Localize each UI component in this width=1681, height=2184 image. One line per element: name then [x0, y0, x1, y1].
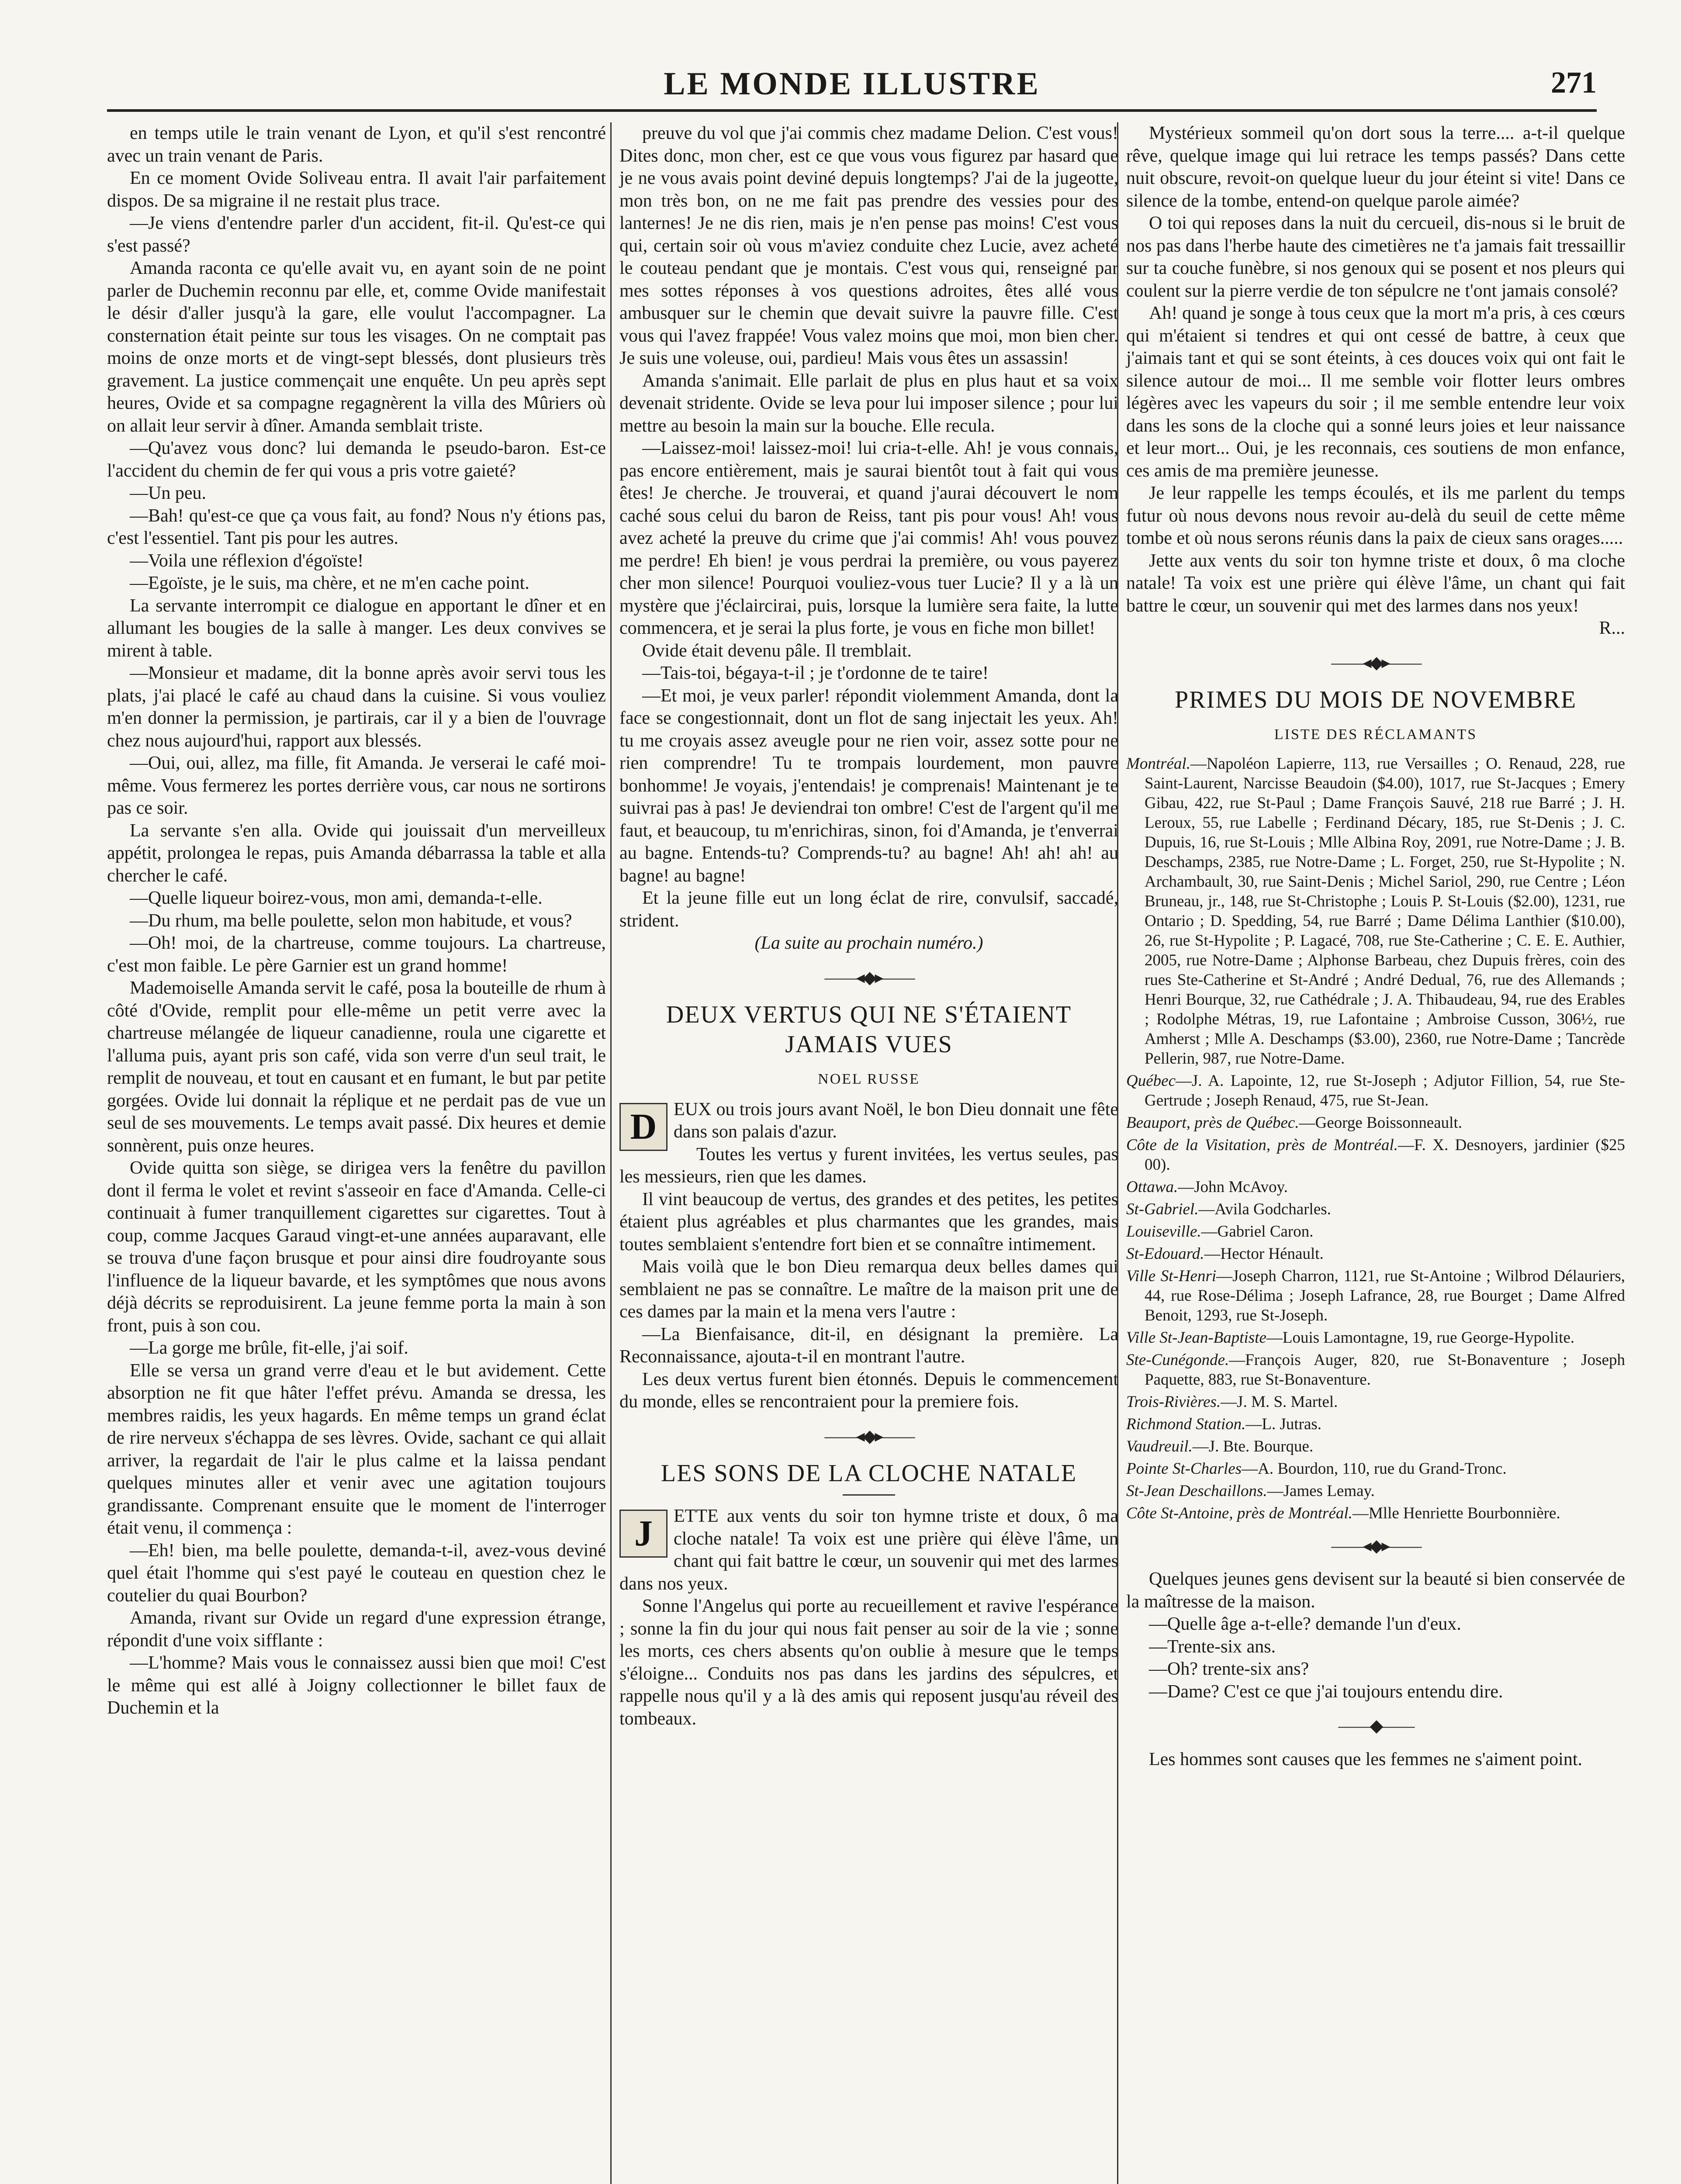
ornament-divider: ——◂◆▸—— — [1331, 1535, 1420, 1555]
story-continuation — [1126, 122, 1625, 617]
maxim: Les hommes sont causes que les femmes ne s'aiment point. — [1149, 1749, 1583, 1769]
list-item — [1126, 1414, 1625, 1434]
ornament-divider: ——◂◆▸—— — [824, 1426, 913, 1446]
list-item — [1126, 1481, 1625, 1501]
claimant-names: —Napoléon Lapierre, 113, rue Versailles ; O. Renaud, 228, rue Saint-Laurent, Narcisse Beaudoin ($4.00), 1017, rue St-Jacques ; Emery Gibau, 422, rue St-Paul ; Dame François Sauvé, 218 rue Barré ; J. H. Leroux, 55, rue Labelle ; Ferdinand Décary, 185, rue St-Denis ; J. C. Dupuis, 16, rue St-Louis ; Mlle Albina Roy, 2091, rue Notre-Dame ; J. B. Deschamps, 2385, rue Notre-Dame ; L. Forget, 250, rue St-Hypolite ; N. Archambault, 30, rue Saint-Denis ; Michel Sariol, 290, rue Centre ; Léon Bruneau, jr., 148, rue St-Christophe ; Louis P. St-Louis ($2.00), 1231, rue Ontario ; D. Spedding, 54, rue Barré ; Dame Délima Lanthier ($10.00), 26, rue St-Hypolite ; P. Lagacé, 708, rue Ste-Catherine ; C. E. E. Authier, 2005, rue Notre-Dame ; Alphonse Barbeau, chez Dupuis frères, coin des rues Ste-Catherine et St-André ; André Dedual, 76, rue des Allemands ; Henri Bourque, 32, rue Cathédrale ; J. A. Thibaudeau, 94, rue des Erables ; Rodolphe Métras, 19, rue Lafontaine ; Ambroise Cusson, 306½, rue Amherst ; Mlle A. Deschamps ($3.00), 2360, rue Notre-Dame ; Tancrède Pellerin, 987, rue Notre-Dame. — [1145, 754, 1625, 1068]
place-name: Ville St-Henri — [1126, 1267, 1217, 1285]
paragraph: —Je viens d'entendre parler d'un accident, fit-il. Qu'est-ce qui s'est passé? — [107, 213, 606, 256]
place-name: Richmond Station. — [1126, 1415, 1246, 1433]
claimant-names: —A. Bourdon, 110, rue du Grand-Tronc. — [1242, 1459, 1507, 1478]
paragraph: —Dame? C'est ce que j'ai toujours entendu dire. — [1149, 1681, 1503, 1702]
paragraph: —L'homme? Mais vous le connaissez aussi bien que moi! C'est le même qui est allé à Joigny collectionner le billet faux de Duchemin et la — [107, 1653, 606, 1718]
column-2 — [619, 122, 1118, 1730]
paragraph: —Un peu. — [130, 483, 206, 503]
paragraph: —Trente-six ans. — [1149, 1636, 1276, 1657]
place-name: Ste-Cunégonde. — [1126, 1351, 1229, 1369]
paragraph: La servante s'en alla. Ovide qui jouissait d'un merveilleux appétit, prolongea le repas, puis Amanda débarrassa la table et alla chercher le café. — [107, 820, 606, 886]
paragraph: Amanda, rivant sur Ovide un regard d'une expression étrange, répondit d'une voix sifflante : — [107, 1608, 606, 1651]
page-number: 271 — [1551, 66, 1597, 100]
list-item — [1126, 1459, 1625, 1479]
place-name: Vaudreuil. — [1126, 1437, 1193, 1455]
story-title-deux-vertus: DEUX VERTUS QUI NE S'ÉTAIENT JAMAIS VUES — [666, 1001, 1072, 1058]
place-name: Ville St-Jean-Baptiste — [1126, 1328, 1266, 1347]
paragraph: Mademoiselle Amanda servit le café, posa la bouteille de rhum à côté d'Ovide, remplit pour elle-même un petit verre avec la chartreuse mélangée de liqueur canadienne, roula une cigarette et l'alluma puis, ayant pris son café, vida son verre d'un seul trait, le remplit de nouveau, et tout en causant et en fumant, le but par petite gorgées. Ovide lui donnait la réplique et ne perdait pas de vue un seul de ses mouvements. Le temps avait passé. Dix heures et demie sonnèrent, puis onze heures. — [107, 978, 606, 1156]
list-item — [1126, 1135, 1625, 1175]
ornament-divider: ——◂◆▸—— — [824, 967, 913, 987]
paragraph: Ovide quitta son siège, se dirigea vers la fenêtre du pavillon dont il ferma le volet et revint s'asseoir en face d'Amanda. Celle-ci continuait à fumer tranquillement cigarettes sur cigarettes. Tout à coup, comme Jacques Garaud vingt-et-une années auparavant, elle se trouva d'une façon brusque et pour ainsi dire foudroyante sous l'influence de la liqueur bavarde, et les symptômes que nous avons déjà décrits se reproduisirent. La jeune femme porta la main à son front, puis à son cou. — [107, 1158, 606, 1336]
claimant-names: —J. A. Lapointe, 12, rue St-Joseph ; Adjutor Fillion, 54, rue Ste-Gertrude ; Joseph Renaud, 475, rue St-Jean. — [1145, 1071, 1625, 1109]
paragraph: Ah! quand je songe à tous ceux que la mort m'a pris, à ces cœurs qui m'étaient si tendres et qui ont cessé de battre, à ceux que j'aimais tant et qui se sont éteints, à ces douces voix qui ont fait le silence autour de moi... Il me semble voir flotter leurs ombres légères avec les vapeurs du soir ; il me semble entendre leur voix dans les sons de la cloche qui a sonné leurs joies et leur naissance et leur mort... Oui, je les reconnais, ces soutiens de mon enfance, ces amis de ma première jeunesse. — [1126, 303, 1625, 481]
ornament-divider: ——◆—— — [1338, 1716, 1413, 1735]
paragraph: —La Bienfaisance, dit-il, en désignant la première. La Reconnaissance, ajouta-t-il en montrant l'autre. — [619, 1324, 1118, 1367]
claimant-names: —James Lemay. — [1267, 1482, 1375, 1500]
anecdote — [1126, 1568, 1625, 1703]
title-rule — [843, 1494, 895, 1496]
paragraph: preuve du vol que j'ai commis chez madame Delion. C'est vous! Dites donc, mon cher, est ce que vous vous figurez par hasard que je ne vous avais point deviné depuis longtemps? J'ai de la jugeotte, mon très bon, on ne me fait pas prendre des vessies pour des lanternes! Je ne dis rien, mais je n'en pense pas moins! C'est vous qui, certain soir où vous m'aviez conduite chez Lucie, avez acheté le couteau pendant que je montais. C'est vous qui, renseigné par mes sottes réponses à vos questions adroites, êtes allé vous ambusquer sur le chemin que devait suivre la pauvre fille. C'est vous qui l'avez frappée! Vous valez moins que moi, mon bien cher. Je suis une voleuse, oui, pardieu! Mais vous êtes un assassin! — [619, 123, 1118, 368]
paragraph: Amanda raconta ce qu'elle avait vu, en ayant soin de ne point parler de Duchemin reconnu par elle, et, comme Ovide manifestait le désir d'aller jusqu'à la gare, elle voulut l'accompagner. La consternation était peinte sur tous les visages. On ne comptait pas moins de onze morts et de vingt-sept blessés, dont plusieurs très gravement. La justice commençait une enquête. Un peu après sept heures, Ovide et sa compagne regagnèrent la villa des Mûriers où on allait leur servir à dîner. Amanda semblait triste. — [107, 258, 606, 436]
claimant-names: —François Auger, 820, rue St-Bonaventure ; Joseph Paquette, 883, rue St-Bonaventure. — [1145, 1351, 1625, 1389]
list-item — [1126, 1266, 1625, 1325]
list-item — [1126, 1328, 1625, 1348]
place-name: St-Gabriel. — [1126, 1200, 1199, 1218]
ornament-divider: ——◂◆▸—— — [1331, 652, 1420, 672]
story-body — [619, 1595, 1118, 1730]
place-name: Ottawa. — [1126, 1178, 1178, 1196]
claimant-names: —Mlle Henriette Bourbonnière. — [1352, 1504, 1560, 1522]
claimant-names: —J. M. S. Martel. — [1221, 1393, 1338, 1411]
place-name: St-Edouard. — [1126, 1244, 1204, 1263]
paragraph: Quelques jeunes gens devisent sur la beauté si bien conservée de la maîtresse de la maison. — [1126, 1569, 1625, 1612]
list-item — [1126, 1222, 1625, 1241]
claimant-names: —George Boissonneault. — [1299, 1113, 1462, 1132]
signature: R... — [1599, 618, 1625, 638]
list-item — [1126, 1199, 1625, 1219]
list-item — [1126, 754, 1625, 1068]
place-name: Québec — [1126, 1071, 1176, 1090]
story-first-paragraph: J ETTE aux vents du soir ton hymne triste et doux, ô ma cloche natale! Ta voix est une prière qui élève l'âme, un chant qui fait battre le cœur, un souvenir qui met des larmes dans nos yeux. — [619, 1506, 1118, 1594]
paragraph: en temps utile le train venant de Lyon, et qu'il s'est rencontré avec un train venant de Paris. — [107, 123, 606, 166]
paragraph: La servante interrompit ce dialogue en apportant le dîner et en allumant les bougies de la salle à manger. Les deux convives se mirent à table. — [107, 595, 606, 661]
drop-cap-initial: J — [619, 1510, 668, 1558]
paragraph: O toi qui reposes dans la nuit du cercueil, dis-nous si le bruit de nos pas dans l'herbe haute des cimetières ne t'a jamais fait tressaillir sur ta couche funèbre, si nos genoux qui se posent et nos pleurs qui coulent sur la pierre verdie de ton sépulcre ne t'ont jamais consolé? — [1126, 213, 1625, 301]
column-1 — [107, 122, 606, 1720]
paragraph: —Qu'avez vous donc? lui demanda le pseudo-baron. Est-ce l'accident du chemin de fer qui vous a pris votre gaieté? — [107, 438, 606, 481]
paragraph: —Oh! moi, de la chartreuse, comme toujours. La chartreuse, c'est mon faible. Le père Garnier est un grand homme! — [107, 933, 606, 976]
paragraph: —Quelle âge a-t-elle? demande l'un d'eux. — [1149, 1614, 1461, 1634]
paragraph: Il vint beaucoup de vertus, des grandes et des petites, les petites étaient plus agréables et plus charmantes que les grandes, mais toutes semblaient s'entendre fort bien et se connaître intimement. — [619, 1189, 1118, 1254]
list-item — [1126, 1244, 1625, 1264]
place-name: Pointe St-Charles — [1126, 1459, 1242, 1478]
list-item — [1126, 1071, 1625, 1110]
paragraph: Elle se versa un grand verre d'eau et le but avidement. Cette absorption ne fit que hâter l'effet prévu. Amanda se dressa, les membres raidis, les yeux hagards. En même temps un grand éclat de rire nerveux s'échappa de ses lèvres. Ovide, sachant ce qui allait arriver, la regardait de l'air le plus calme et la laissa pendant quelques minutes aller et venir avec une agitation toujours grandissante. Comprenant ensuite que le moment de l'interroger était venu, il commença : — [107, 1360, 606, 1538]
claimant-names: —Louis Lamontagne, 19, rue George-Hypolite. — [1266, 1328, 1575, 1347]
story-body — [619, 1144, 1118, 1413]
paragraph: —Bah! qu'est-ce que ça vous fait, au fond? Nous n'y étions pas, c'est l'essentiel. Tant pis pour les autres. — [107, 505, 606, 548]
story-title-cloche: LES SONS DE LA CLOCHE NATALE — [661, 1460, 1077, 1487]
place-name: Montréal. — [1126, 754, 1190, 773]
claimant-names: —Joseph Charron, 1121, rue St-Antoine ; Wilbrod Délauriers, 44, rue Rose-Délima ; Joseph Lafrance, 28, rue Bourget ; Dame Alfred Benoit, 1293, rue St-Joseph. — [1145, 1267, 1625, 1324]
claimant-names: —Gabriel Caron. — [1201, 1222, 1314, 1241]
paragraph: —Voila une réflexion d'égoïste! — [130, 550, 364, 571]
list-item — [1126, 1350, 1625, 1389]
claimants-list — [1126, 754, 1625, 1523]
list-item — [1126, 1437, 1625, 1456]
list-item — [1126, 1392, 1625, 1412]
paragraph: Sonne l'Angelus qui porte au recueillement et ravive l'espérance ; sonne la fin du jour qui nous fait penser au soir de la vie ; sonne les morts, ces chers absents qu'on oublie à mesure que le temps s'éloigne... Conduits nos pas dans les jardins des sépulcres, et rappelle nous qu'il y a là des amis qui reposent jusqu'au réveil des tombeaux. — [619, 1596, 1118, 1729]
masthead — [107, 66, 1597, 112]
feuilleton-continuation — [619, 122, 1118, 932]
paragraph: En ce moment Ovide Soliveau entra. Il avait l'air parfaitement dispos. De sa migraine il ne restait plus trace. — [107, 168, 606, 211]
suite-note: (La suite au prochain numéro.) — [754, 933, 983, 953]
list-title: LISTE DES RÉCLAMANTS — [1274, 726, 1477, 743]
paragraph: —Monsieur et madame, dit la bonne après avoir servi tous les plats, j'ai placé le café au chaud dans la cuisine. Si vous vouliez m'en donner la permission, je partirais, car il y a bien de l'ouvrage chez nous aujourd'hui, rapport aux blessés. — [107, 663, 606, 751]
newspaper-title: LE MONDE ILLUSTRE — [664, 66, 1040, 102]
claimant-names: —F. X. Desnoyers, jardinier ($25 00). — [1145, 1136, 1625, 1174]
place-name: Louiseville. — [1126, 1222, 1201, 1241]
paragraph: Je leur rappelle les temps écoulés, et ils me parlent du temps futur où nous devons nous revoir au-delà du seuil de cette même tombe et où nous serons réunis dans la paix de cieux sans orages..... — [1126, 483, 1625, 548]
column-rule — [610, 122, 612, 2184]
claimant-names: —Avila Godcharles. — [1198, 1200, 1331, 1218]
list-item — [1126, 1503, 1625, 1523]
story-first-paragraph: D EUX ou trois jours avant Noël, le bon Dieu donnait une fête dans son palais d'azur. — [619, 1099, 1118, 1144]
paragraph: —La gorge me brûle, fit-elle, j'ai soif. — [130, 1338, 408, 1358]
paragraph: Mais voilà que le bon Dieu remarqua deux belles dames qui semblaient ne pas se connaître. Le maître de la maison prit une de ces dames par la main et la mena vers l'autre : — [619, 1257, 1118, 1322]
place-name: Beauport, près de Québec. — [1126, 1113, 1299, 1132]
paragraph: —Quelle liqueur boirez-vous, mon ami, demanda-t-elle. — [130, 888, 543, 908]
list-item — [1126, 1113, 1625, 1133]
paragraph: Jette aux vents du soir ton hymne triste et doux, ô ma cloche natale! Ta voix est une prière qui élève l'âme, un chant qui fait battre le cœur, un souvenir qui met des larmes dans nos yeux! — [1126, 550, 1625, 616]
claimant-names: —L. Jutras. — [1245, 1415, 1322, 1433]
place-name: St-Jean Deschaillons. — [1126, 1482, 1267, 1500]
claimant-names: —John McAvoy. — [1178, 1178, 1288, 1196]
drop-cap-initial: D — [619, 1103, 668, 1151]
paragraph: Mystérieux sommeil qu'on dort sous la terre.... a-t-il quelque rêve, quelque image qui lui retrace les temps passés? Dans cette nuit obscure, revoit-on quelque lueur du jour éteint si vite! Dans ce silence de la tombe, entend-on quelque parole aimée? — [1126, 123, 1625, 211]
column-3 — [1126, 122, 1625, 1771]
paragraph: —Eh! bien, ma belle poulette, demanda-t-il, avez-vous deviné quel était l'homme qui s'est payé le couteau en question chez le coutelier du quai Bourbon? — [107, 1540, 606, 1606]
list-item — [1126, 1177, 1625, 1197]
claimant-names: —Hector Hénault. — [1204, 1244, 1324, 1263]
place-name: Côte St-Antoine, près de Montréal. — [1126, 1504, 1352, 1522]
paragraph: —Egoïste, je le suis, ma chère, et ne m'en cache point. — [130, 573, 529, 593]
paragraph: —Et moi, je veux parler! répondit violemment Amanda, dont la face se congestionnait, dont un flot de sang injectait les yeux. Ah! tu me croyais assez aveugle pour ne rien voir, assez sotte pour ne rien comprendre! Tu te trompais lourdement, mon pauvre bonhomme! Je voyais, j'entendais! je comprenais! Maintenant je te suivrai pas à pas! Je deviendrai ton ombre! C'est de l'argent qu'il me faut, et beaucoup, tu m'enrichiras, sinon, foi d'Amanda, je t'enverrai au bagne. Entends-tu? Comprends-tu? au bagne! Ah! ah! ah! au bagne! au bagne! — [619, 685, 1118, 886]
paragraph: —Oui, oui, allez, ma fille, fit Amanda. Je verserai le café moi-même. Vous fermerez les portes derrière vous, car nous ne sortirons pas ce soir. — [107, 753, 606, 818]
section-title-primes: PRIMES DU MOIS DE NOVEMBRE — [1174, 686, 1577, 713]
paragraph: Et la jeune fille eut un long éclat de rire, convulsif, saccadé, strident. — [619, 888, 1118, 931]
story-subtitle: NOEL RUSSE — [818, 1071, 920, 1087]
paragraph: —Du rhum, ma belle poulette, selon mon habitude, et vous? — [130, 910, 572, 931]
paragraph: —Tais-toi, bégaya-t-il ; je t'ordonne de te taire! — [642, 663, 989, 683]
paragraph: Toutes les vertus y furent invitées, les vertus seules, pas les messieurs, rien que les dames. — [619, 1144, 1118, 1187]
paragraph: Amanda s'animait. Elle parlait de plus en plus haut et sa voix devenait stridente. Ovide se leva pour lui imposer silence ; pour lui mettre au besoin la main sur la bouche. Elle recula. — [619, 370, 1118, 436]
claimant-names: —J. Bte. Bourque. — [1192, 1437, 1314, 1455]
paragraph: Les deux vertus furent bien étonnés. Depuis le commencement du monde, elles se rencontraient pour la premiere fois. — [619, 1369, 1118, 1412]
paragraph: Ovide était devenu pâle. Il tremblait. — [642, 640, 912, 661]
place-name: Côte de la Visitation, près de Montréal. — [1126, 1136, 1398, 1154]
paragraph: —Oh? trente-six ans? — [1149, 1659, 1309, 1679]
place-name: Trois-Rivières. — [1126, 1393, 1221, 1411]
paragraph: —Laissez-moi! laissez-moi! lui cria-t-elle. Ah! je vous connais, pas encore entièrement, mais je saurai bientôt tout à fait qui vous êtes! Je cherche. Je trouverai, et quand j'aurai découvert le nom caché sous celui du baron de Reiss, tant pis pour vous! Ah! vous avez acheté la preuve du crime que j'ai commis! Ah! vous pouvez me perdre! Eh bien! je vous perdrai la première, ou vous payerez cher mon silence! Pourquoi vouliez-vous tuer Lucie? Il y a là un mystère que j'éclaircirai, puis, lorsque la lumière sera faite, la lutte commencera, et je serai la plus forte, je vous en fiche mon billet! — [619, 438, 1118, 638]
